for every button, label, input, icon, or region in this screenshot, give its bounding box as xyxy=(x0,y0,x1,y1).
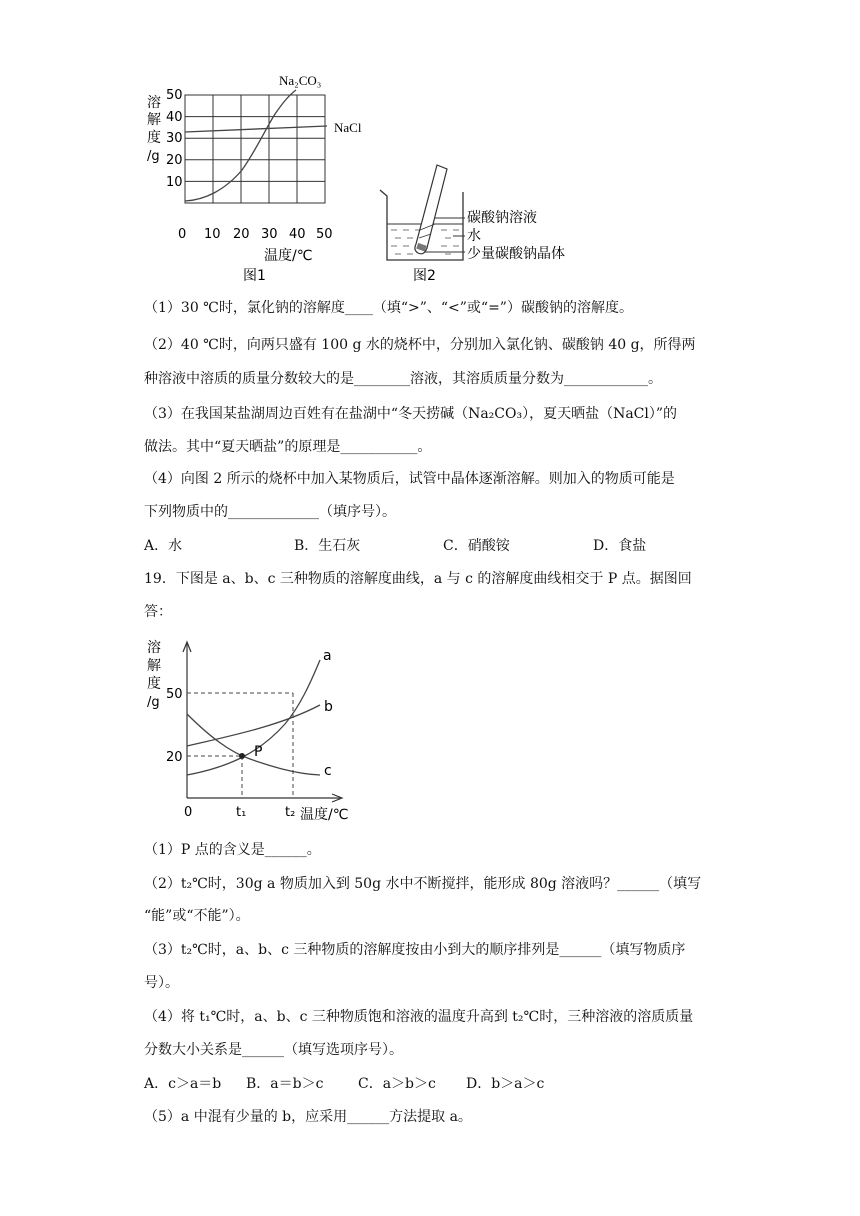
q18-option-d: D．食盐 xyxy=(593,538,647,554)
q18-option-b: B．生石灰 xyxy=(294,538,361,554)
q19-part2-line2: “能”或“不能”）。 xyxy=(144,908,250,924)
fig1-x-tick-0: 0 xyxy=(178,227,187,242)
fig1-na2co3-label: Na₂CO₃ xyxy=(279,73,322,88)
q18-part4-line2: 下列物质中的_____________（填序号）。 xyxy=(144,504,396,520)
q18-part4-line1: （4）向图 2 所示的烧杯中加入某物质后，试管中晶体逐渐溶解。则加入的物质可能是 xyxy=(144,471,675,487)
q19-y-label-4: /g xyxy=(147,695,160,710)
fig1-y-label-4: /g xyxy=(147,149,160,164)
q19-option-b: B．a＝b＞c xyxy=(246,1076,324,1092)
q19-part3-line1: （3）t₂℃时，a、b、c 三种物质的溶解度按由小到大的顺序排列是______（填写物质序 xyxy=(144,942,686,958)
q19-part3-line2: 号）。 xyxy=(144,975,179,991)
fig1-x-tick-20: 20 xyxy=(233,227,250,242)
q19-options xyxy=(144,1074,744,1094)
fig2-caption: 图2 xyxy=(413,268,436,284)
q19-y-label-3: 度 xyxy=(147,676,161,692)
figure2-beaker-diagram xyxy=(375,160,605,285)
q19-option-d: D．b＞a＞c xyxy=(466,1076,545,1092)
q19-x-tick-t1: t₁ xyxy=(236,805,247,820)
q18-part2-line1: （2）40 ℃时，向两只盛有 100 g 水的烧杯中，分别加入氯化钠、碳酸钠 40 g，所得两 xyxy=(144,337,696,353)
fig1-x-label: 温度/℃ xyxy=(264,248,313,264)
q19-part1: （1）P 点的含义是______。 xyxy=(144,842,321,858)
q19-stem-line1: 19．下图是 a、b、c 三种物质的溶解度曲线，a 与 c 的溶解度曲线相交于 P 点。据图回 xyxy=(144,571,692,587)
q18-options xyxy=(144,536,744,556)
fig1-y-tick-40: 40 xyxy=(166,110,183,125)
q19-x-tick-t2: t₂ xyxy=(285,805,296,820)
fig2-test-tube xyxy=(415,165,447,254)
q19-label-a: a xyxy=(323,648,332,664)
q18-option-c: C．硝酸铵 xyxy=(443,538,510,554)
q19-part4-line1: （4）将 t₁℃时，a、b、c 三种物质饱和溶液的温度升高到 t₂℃时，三种溶液的溶质质量 xyxy=(144,1009,694,1025)
fig1-caption: 图1 xyxy=(243,268,266,284)
fig1-y-label-3: 度 xyxy=(147,130,161,146)
fig1-y-tick-10: 10 xyxy=(166,175,183,190)
fig1-x-tick-30: 30 xyxy=(261,227,278,242)
q18-part3-line2: 做法。其中“夏天晒盐”的原理是___________。 xyxy=(144,439,432,455)
q19-part2-line1: （2）t₂℃时，30g a 物质加入到 50g 水中不断搅拌，能形成 80g 溶液吗？______（填写 xyxy=(144,876,702,892)
q19-part4-line2: 分数大小关系是______（填写选项序号）。 xyxy=(144,1042,403,1058)
figure1-solubility-chart xyxy=(140,62,380,287)
fig1-y-tick-50: 50 xyxy=(166,88,183,103)
fig1-y-label-2: 解 xyxy=(147,112,161,128)
fig1-y-tick-30: 30 xyxy=(166,131,183,146)
q19-y-label-1: 溶 xyxy=(147,640,161,656)
fig2-label-crystal: 少量碳酸钠晶体 xyxy=(467,246,565,262)
q19-curve-b xyxy=(187,705,320,746)
fig1-x-tick-50: 50 xyxy=(316,227,333,242)
fig1-y-label-1: 溶 xyxy=(147,95,161,111)
q19-label-c: c xyxy=(324,763,332,779)
q19-label-b: b xyxy=(324,699,333,715)
fig1-nacl-curve xyxy=(185,126,327,132)
q19-y-tick-50: 50 xyxy=(166,687,183,702)
q19-option-a: A．c＞a＝b xyxy=(144,1076,222,1092)
q19-solubility-chart xyxy=(140,632,370,832)
fig1-x-tick-10: 10 xyxy=(204,227,221,242)
q19-point-p-label: P xyxy=(254,744,263,760)
q19-part5: （5）a 中混有少量的 b，应采用______方法提取 a。 xyxy=(144,1109,472,1125)
fig2-label-water: 水 xyxy=(467,228,481,244)
fig2-label-solution: 碳酸钠溶液 xyxy=(467,210,537,226)
q18-part3-line1: （3）在我国某盐湖周边百姓有在盐湖中“冬天捞碱（Na₂CO₃），夏天晒盐（NaCl）”的 xyxy=(144,406,678,422)
fig1-y-tick-20: 20 xyxy=(166,153,183,168)
q19-option-c: C．a＞b＞c xyxy=(358,1076,436,1092)
q19-x-label: 温度/℃ xyxy=(300,807,349,823)
fig1-x-tick-40: 40 xyxy=(289,227,306,242)
q19-x-tick-0: 0 xyxy=(184,805,193,820)
q18-option-a: A．水 xyxy=(144,538,183,554)
q18-part1: （1）30 ℃时，氯化钠的溶解度____（填“>”、“<”或“=”）碳酸钠的溶解度。 xyxy=(144,300,633,316)
q19-y-tick-20: 20 xyxy=(166,750,183,765)
q19-y-label-2: 解 xyxy=(147,658,161,674)
q19-point-p xyxy=(239,753,245,759)
q18-part2-line2: 种溶液中溶质的质量分数较大的是________溶液，其溶质质量分数为____________。 xyxy=(144,371,662,387)
q19-stem-line2: 答： xyxy=(144,604,172,620)
fig1-nacl-label: NaCl xyxy=(334,120,362,135)
